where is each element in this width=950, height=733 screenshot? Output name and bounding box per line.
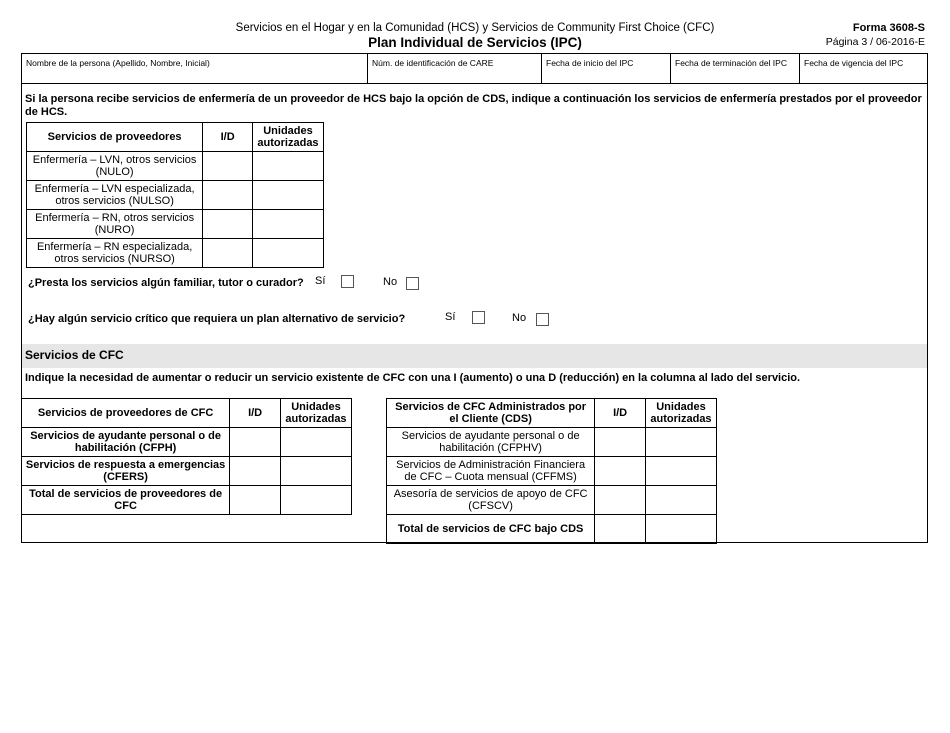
- id-input[interactable]: [203, 210, 253, 239]
- form-title: Plan Individual de Servicios (IPC): [368, 35, 582, 50]
- id-input[interactable]: [230, 428, 281, 457]
- units-input[interactable]: [253, 210, 324, 239]
- id-input[interactable]: [595, 486, 646, 515]
- table-row-label: Enfermería – LVN, otros servicios (NULO): [27, 152, 203, 181]
- cfc-cds-table: [386, 398, 717, 544]
- id-input[interactable]: [203, 152, 253, 181]
- family-no-label: No: [383, 276, 398, 288]
- col-header-services: Servicios de CFC Administrados por el Cliente (CDS): [387, 399, 595, 428]
- id-input[interactable]: [230, 486, 281, 515]
- form-number: Forma 3608-S: [852, 22, 925, 34]
- person-name-field[interactable]: Nombre de la persona (Apellido, Nombre, Inicial): [22, 54, 368, 83]
- units-input[interactable]: [281, 457, 352, 486]
- critical-yes-label: Sí: [445, 311, 456, 323]
- table-row-label: Servicios de ayudante personal o de habilitación (CFPH): [22, 428, 230, 457]
- col-header-units: Unidades autorizadas: [281, 399, 352, 428]
- id-input[interactable]: [203, 239, 253, 268]
- form-body: [21, 53, 928, 543]
- units-input[interactable]: [253, 239, 324, 268]
- table-row-label: Enfermería – LVN especializada, otros servicios (NULSO): [27, 181, 203, 210]
- units-input[interactable]: [646, 515, 717, 544]
- col-header-id: I/D: [595, 399, 646, 428]
- critical-service-question: ¿Hay algún servicio crítico que requiera un plan alternativo de servicio?: [28, 313, 406, 325]
- id-input[interactable]: [595, 515, 646, 544]
- table-row-label: Total de servicios de CFC bajo CDS: [387, 515, 595, 544]
- critical-no-label: No: [512, 312, 527, 324]
- table-row-label: Servicios de Administración Financiera de CFC – Cuota mensual (CFFMS): [387, 457, 595, 486]
- nursing-services-table: [26, 122, 324, 268]
- id-input[interactable]: [595, 457, 646, 486]
- units-input[interactable]: [253, 181, 324, 210]
- units-input[interactable]: [646, 457, 717, 486]
- units-input[interactable]: [281, 428, 352, 457]
- units-input[interactable]: [253, 152, 324, 181]
- units-input[interactable]: [646, 428, 717, 457]
- id-input[interactable]: [595, 428, 646, 457]
- cfc-provider-table: [21, 398, 352, 515]
- table-row-label: Servicios de ayudante personal o de habilitación (CFPHV): [387, 428, 595, 457]
- family-yes-label: Sí: [315, 275, 326, 287]
- cfc-instruction: Indique la necesidad de aumentar o reducir un servicio existente de CFC con una I (aumento) o una D (reducción) en la columna al lado del servicio.: [25, 372, 801, 384]
- table-row-label: Enfermería – RN especializada, otros servicios (NURSO): [27, 239, 203, 268]
- col-header-services: Servicios de proveedores: [27, 123, 203, 152]
- table-row-label: Asesoría de servicios de apoyo de CFC (CFSCV): [387, 486, 595, 515]
- table-row-label: Total de servicios de proveedores de CFC: [22, 486, 230, 515]
- family-yes-checkbox[interactable]: [341, 275, 354, 288]
- col-header-services: Servicios de proveedores de CFC: [22, 399, 230, 428]
- nursing-note: Si la persona recibe servicios de enfermería de un proveedor de HCS bajo la opción de CDS, indique a continuación los servicios de enfermería prestados por el proveedor de HCS.: [25, 93, 922, 118]
- id-input[interactable]: [230, 457, 281, 486]
- col-header-units: Unidades autorizadas: [646, 399, 717, 428]
- col-header-id: I/D: [203, 123, 253, 152]
- ipc-end-date-field[interactable]: Fecha de terminación del IPC: [671, 54, 800, 83]
- units-input[interactable]: [646, 486, 717, 515]
- col-header-id: I/D: [230, 399, 281, 428]
- care-id-field[interactable]: Núm. de identificación de CARE: [368, 54, 542, 83]
- page-info: Página 3 / 06-2016-E: [825, 36, 925, 48]
- critical-yes-checkbox[interactable]: [472, 311, 485, 324]
- form-subtitle: Servicios en el Hogar y en la Comunidad (HCS) y Servicios de Community First Choice (CFC): [235, 22, 715, 34]
- table-row-label: Servicios de respuesta a emergencias (CFERS): [22, 457, 230, 486]
- units-input[interactable]: [281, 486, 352, 515]
- ipc-start-date-field[interactable]: Fecha de inicio del IPC: [542, 54, 671, 83]
- cfc-section-title: Servicios de CFC: [22, 344, 927, 368]
- family-no-checkbox[interactable]: [406, 277, 419, 290]
- identification-row: [22, 54, 927, 84]
- table-row-label: Enfermería – RN, otros servicios (NURO): [27, 210, 203, 239]
- family-question: ¿Presta los servicios algún familiar, tutor o curador?: [28, 277, 304, 289]
- ipc-effective-date-field[interactable]: Fecha de vigencia del IPC: [804, 58, 904, 68]
- col-header-units: Unidades autorizadas: [253, 123, 324, 152]
- id-input[interactable]: [203, 181, 253, 210]
- critical-no-checkbox[interactable]: [536, 313, 549, 326]
